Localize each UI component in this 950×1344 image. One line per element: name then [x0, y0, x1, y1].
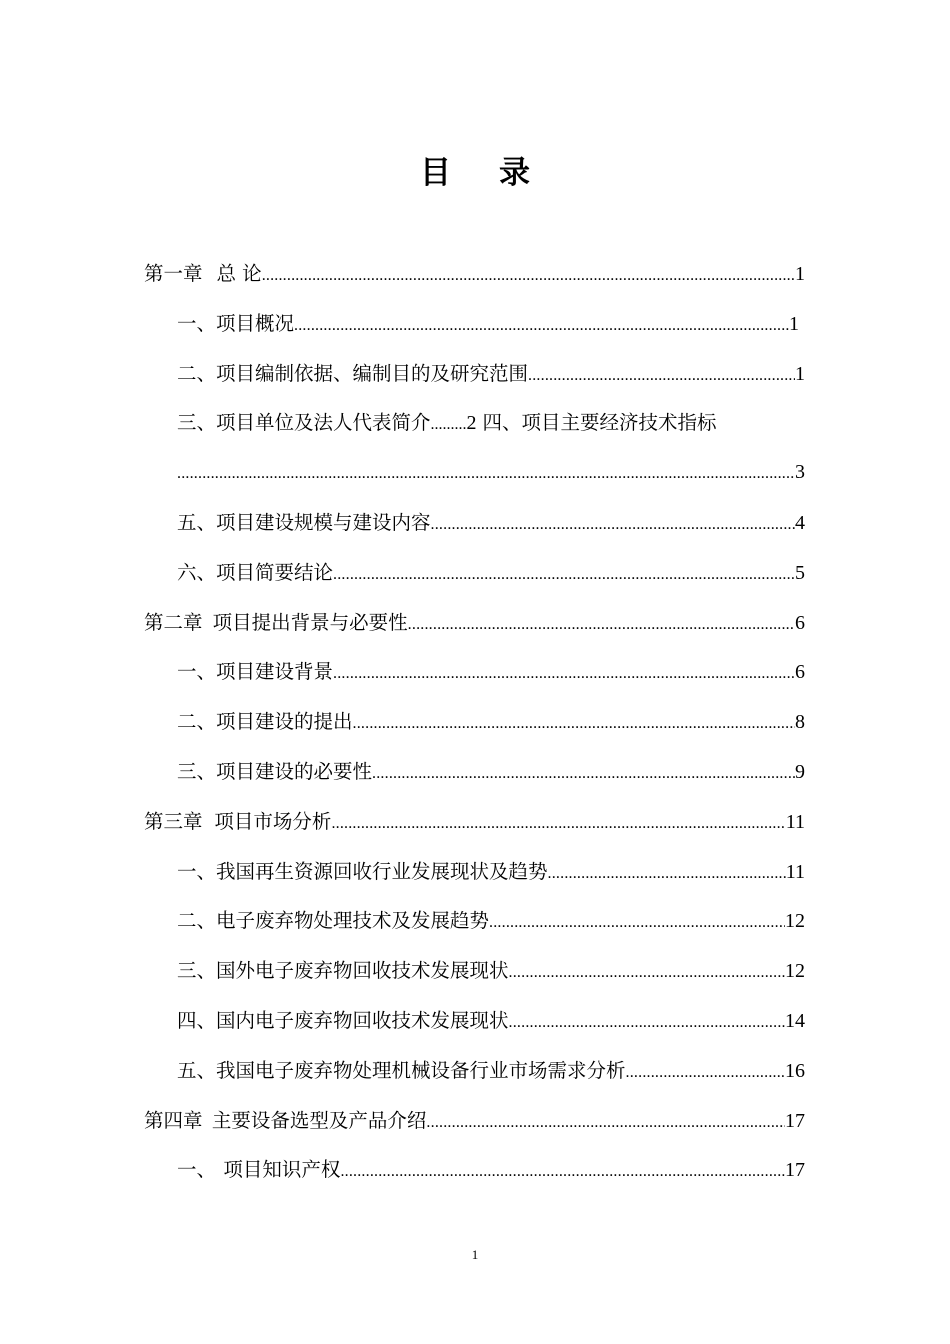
- toc-entry-label: 四、国内电子废弃物回收技术发展现状: [177, 1008, 509, 1032]
- table-of-contents: [144, 249, 805, 1195]
- toc-entry-page: 1: [795, 263, 805, 285]
- toc-entry-page: 1: [795, 362, 805, 385]
- toc-entry-page: 2: [466, 412, 477, 435]
- toc-entry-page: 9: [795, 760, 805, 783]
- toc-entry-label: 第三章: [144, 809, 203, 833]
- toc-entry-label: 一、项目概况: [177, 311, 295, 335]
- toc-entry-title: 项目市场分析: [214, 809, 332, 833]
- toc-entry-chapter-1[interactable]: [144, 249, 805, 299]
- toc-leader-dots: [548, 849, 786, 899]
- toc-entry-continuation[interactable]: [144, 448, 805, 498]
- toc-entry-label: 五、项目建设规模与建设内容: [177, 510, 431, 534]
- toc-entry-label: 三、国外电子废弃物回收技术发展现状: [177, 959, 509, 983]
- toc-leader-dots: [509, 948, 785, 998]
- toc-entry[interactable]: [144, 1145, 805, 1195]
- toc-entry-page: 1: [789, 312, 799, 335]
- toc-entry-label: 一、我国再生资源回收行业发展现状及趋势: [177, 859, 548, 883]
- toc-entry-label: 四、项目主要经济技术指标: [482, 411, 717, 435]
- toc-entry[interactable]: [144, 847, 805, 897]
- toc-entry-wrapped[interactable]: [144, 398, 805, 448]
- toc-entry[interactable]: [144, 647, 805, 697]
- toc-leader-dots: [489, 898, 785, 948]
- toc-entry-page: 16: [785, 1059, 805, 1082]
- toc-entry-page: 11: [785, 860, 805, 883]
- toc-entry-label: 五、我国电子废弃物处理机械设备行业市场需求分析: [177, 1058, 626, 1082]
- toc-leader-dots: [626, 1048, 785, 1098]
- toc-entry-label: 第二章: [144, 610, 203, 634]
- toc-entry[interactable]: [144, 299, 805, 349]
- toc-entry[interactable]: [144, 697, 805, 747]
- toc-entry-label: 二、项目编制依据、编制目的及研究范围: [177, 361, 529, 385]
- toc-leader-dots: [333, 550, 795, 600]
- toc-entry[interactable]: [144, 896, 805, 946]
- toc-leader-dots: [294, 301, 789, 351]
- toc-leader-dots: [408, 600, 795, 650]
- toc-leader-dots: [331, 799, 785, 849]
- toc-entry-label: 第四章: [144, 1108, 203, 1132]
- toc-entry[interactable]: [144, 349, 805, 399]
- toc-entry-label: 第一章: [144, 262, 203, 285]
- toc-entry-label: 一、: [177, 1158, 217, 1182]
- toc-entry-page: 6: [795, 611, 805, 634]
- toc-entry-label: 二、项目建设的提出: [177, 710, 353, 734]
- toc-entry-page: 4: [795, 511, 805, 534]
- toc-entry[interactable]: [144, 946, 805, 996]
- toc-entry-page: 14: [785, 1009, 805, 1032]
- toc-entry[interactable]: [144, 1046, 805, 1096]
- toc-leader-dots: [431, 500, 795, 550]
- toc-entry-label: 六、项目简要结论: [177, 560, 334, 584]
- toc-entry-page: 17: [785, 1159, 805, 1182]
- toc-entry-label: 三、项目单位及法人代表简介: [177, 411, 431, 435]
- toc-entry-chapter-2[interactable]: [144, 598, 805, 648]
- toc-leader-dots: [528, 351, 795, 401]
- toc-entry[interactable]: [144, 996, 805, 1046]
- toc-entry-label: 三、项目建设的必要性: [177, 759, 373, 783]
- toc-leader-dots: [340, 1147, 785, 1197]
- toc-entry-title: 主要设备选型及产品介绍: [211, 1108, 427, 1132]
- toc-entry-page: 12: [785, 910, 805, 933]
- toc-entry-page: 12: [785, 960, 805, 983]
- toc-entry-label: 二、电子废弃物处理技术及发展趋势: [177, 909, 490, 933]
- toc-entry-title: 项目提出背景与必要性: [212, 610, 408, 634]
- toc-entry-page: 6: [795, 661, 805, 684]
- toc-entry-page: 5: [795, 561, 805, 584]
- toc-entry[interactable]: [144, 548, 805, 598]
- toc-leader-dots: [333, 649, 795, 699]
- toc-leader-dots: [177, 449, 795, 499]
- toc-entry-title: 项目知识产权: [223, 1158, 341, 1182]
- page-number: 1: [471, 1247, 479, 1262]
- toc-leader-dots: [372, 749, 795, 799]
- toc-leader-dots: [262, 251, 795, 301]
- toc-entry-chapter-3[interactable]: [144, 797, 805, 847]
- toc-leader-dots: .........: [430, 416, 467, 434]
- toc-leader-dots: [426, 1098, 785, 1148]
- toc-entry-page: 8: [795, 711, 805, 734]
- toc-entry-page: 11: [785, 810, 805, 833]
- toc-entry-page: 17: [785, 1109, 805, 1132]
- page-title: 目录: [420, 155, 578, 191]
- toc-entry-page: 3: [795, 461, 805, 484]
- toc-entry-chapter-4[interactable]: [144, 1096, 805, 1146]
- toc-leader-dots: [509, 998, 785, 1048]
- toc-entry-label: 一、项目建设背景: [177, 660, 334, 684]
- toc-entry[interactable]: [144, 498, 805, 548]
- toc-entry-title: 总 论: [216, 262, 262, 285]
- toc-entry[interactable]: [144, 747, 805, 797]
- toc-leader-dots: [353, 699, 795, 749]
